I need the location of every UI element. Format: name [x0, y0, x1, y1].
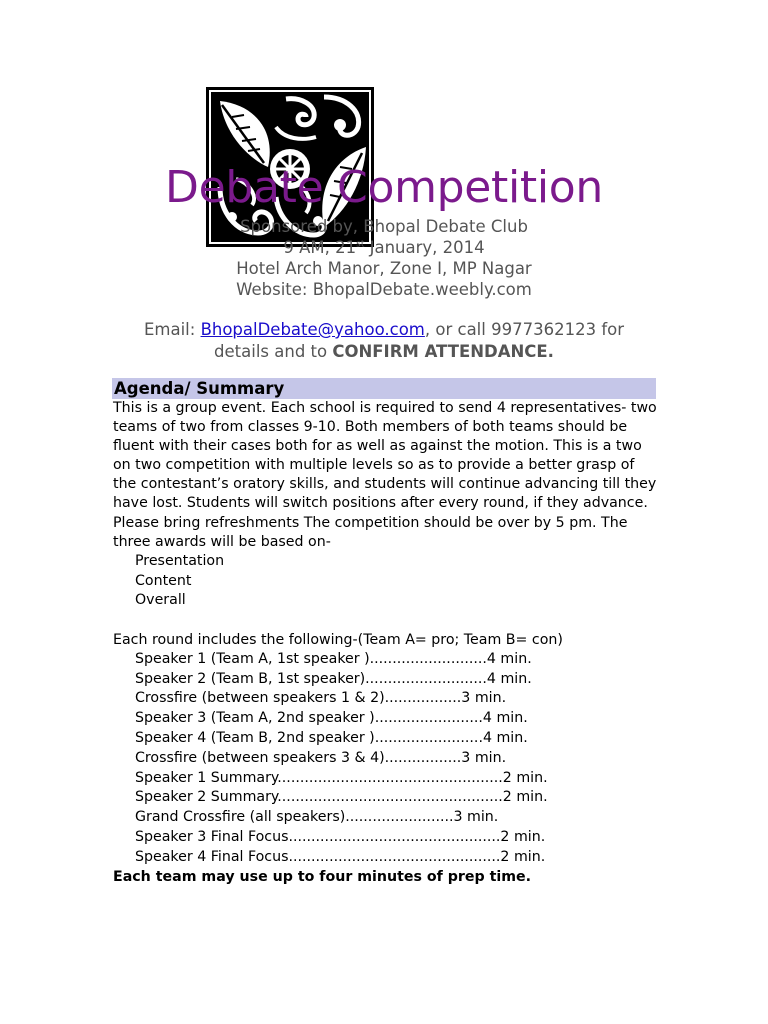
list-item: Presentation — [135, 552, 225, 569]
list-item: Crossfire (between speakers 1 & 2).................3 min. — [135, 690, 507, 707]
sponsor-line: Sponsored by, Bhopal Debate Club — [240, 217, 528, 236]
list-item: Speaker 1 (Team A, 1st speaker )..........................4 min. — [135, 650, 532, 667]
contact-block — [0, 319, 768, 363]
call-text: , or call 9977362123 for — [424, 320, 625, 339]
round-intro: Each round includes the following-(Team A= pro; Team B= con) — [113, 631, 563, 648]
agenda-heading: Agenda/ Summary — [112, 378, 656, 399]
page-title: Debate Competition — [164, 162, 604, 213]
list-item: Speaker 3 (Team A, 2nd speaker )........................4 min. — [135, 710, 528, 727]
list-item: Speaker 2 Summary..................................................2 min. — [135, 789, 548, 806]
list-item: Speaker 4 Final Focus...............................................2 min. — [135, 848, 546, 865]
prep-note: Each team may use up to four minutes of prep time. — [113, 868, 532, 885]
confirm-text: CONFIRM ATTENDANCE. — [332, 342, 554, 361]
list-item: Speaker 3 Final Focus...............................................2 min. — [135, 828, 546, 845]
email-line — [0, 319, 768, 341]
list-item: Speaker 1 Summary..................................................2 min. — [135, 769, 548, 786]
agenda-body — [113, 399, 658, 887]
date-rest: January, 2014 — [364, 238, 485, 257]
website-line: Website: BhopalDebate.weebly.com — [236, 280, 532, 299]
list-item: Crossfire (between speakers 3 & 4).................3 min. — [135, 749, 507, 766]
round-list — [113, 650, 658, 868]
date-prefix: 9 AM, 21 — [283, 238, 357, 257]
details-text: details and to — [214, 342, 333, 361]
agenda-intro: This is a group event. Each school is required to send 4 representatives- two teams of two from classes 9-10. Both members of both teams should be fluent with their cases both for as well as against the motion. This is a two on two competition with multiple levels so as to provide a better grasp of the contestant’s oratory skills, and students will continue advancing till they have lost. Students will switch positions after every round, if they advance. Please bring refreshments The competition should be over by 5 pm. The three awards will be based on- — [113, 400, 657, 550]
awards-list — [113, 552, 658, 611]
date-suffix: st — [356, 239, 365, 250]
list-item: Grand Crossfire (all speakers)........................3 min. — [135, 809, 499, 826]
email-link[interactable]: BhopalDebate@yahoo.com — [200, 320, 425, 339]
confirm-line — [0, 341, 768, 363]
venue-line: Hotel Arch Manor, Zone I, MP Nagar — [236, 259, 532, 278]
list-item: Overall — [135, 592, 186, 609]
event-info — [0, 216, 768, 300]
list-item: Speaker 2 (Team B, 1st speaker)...........................4 min. — [135, 670, 532, 687]
list-item: Speaker 4 (Team B, 2nd speaker )........................4 min. — [135, 729, 528, 746]
email-label: Email: — [143, 320, 201, 339]
list-item: Content — [135, 572, 192, 589]
date-line — [0, 237, 768, 258]
